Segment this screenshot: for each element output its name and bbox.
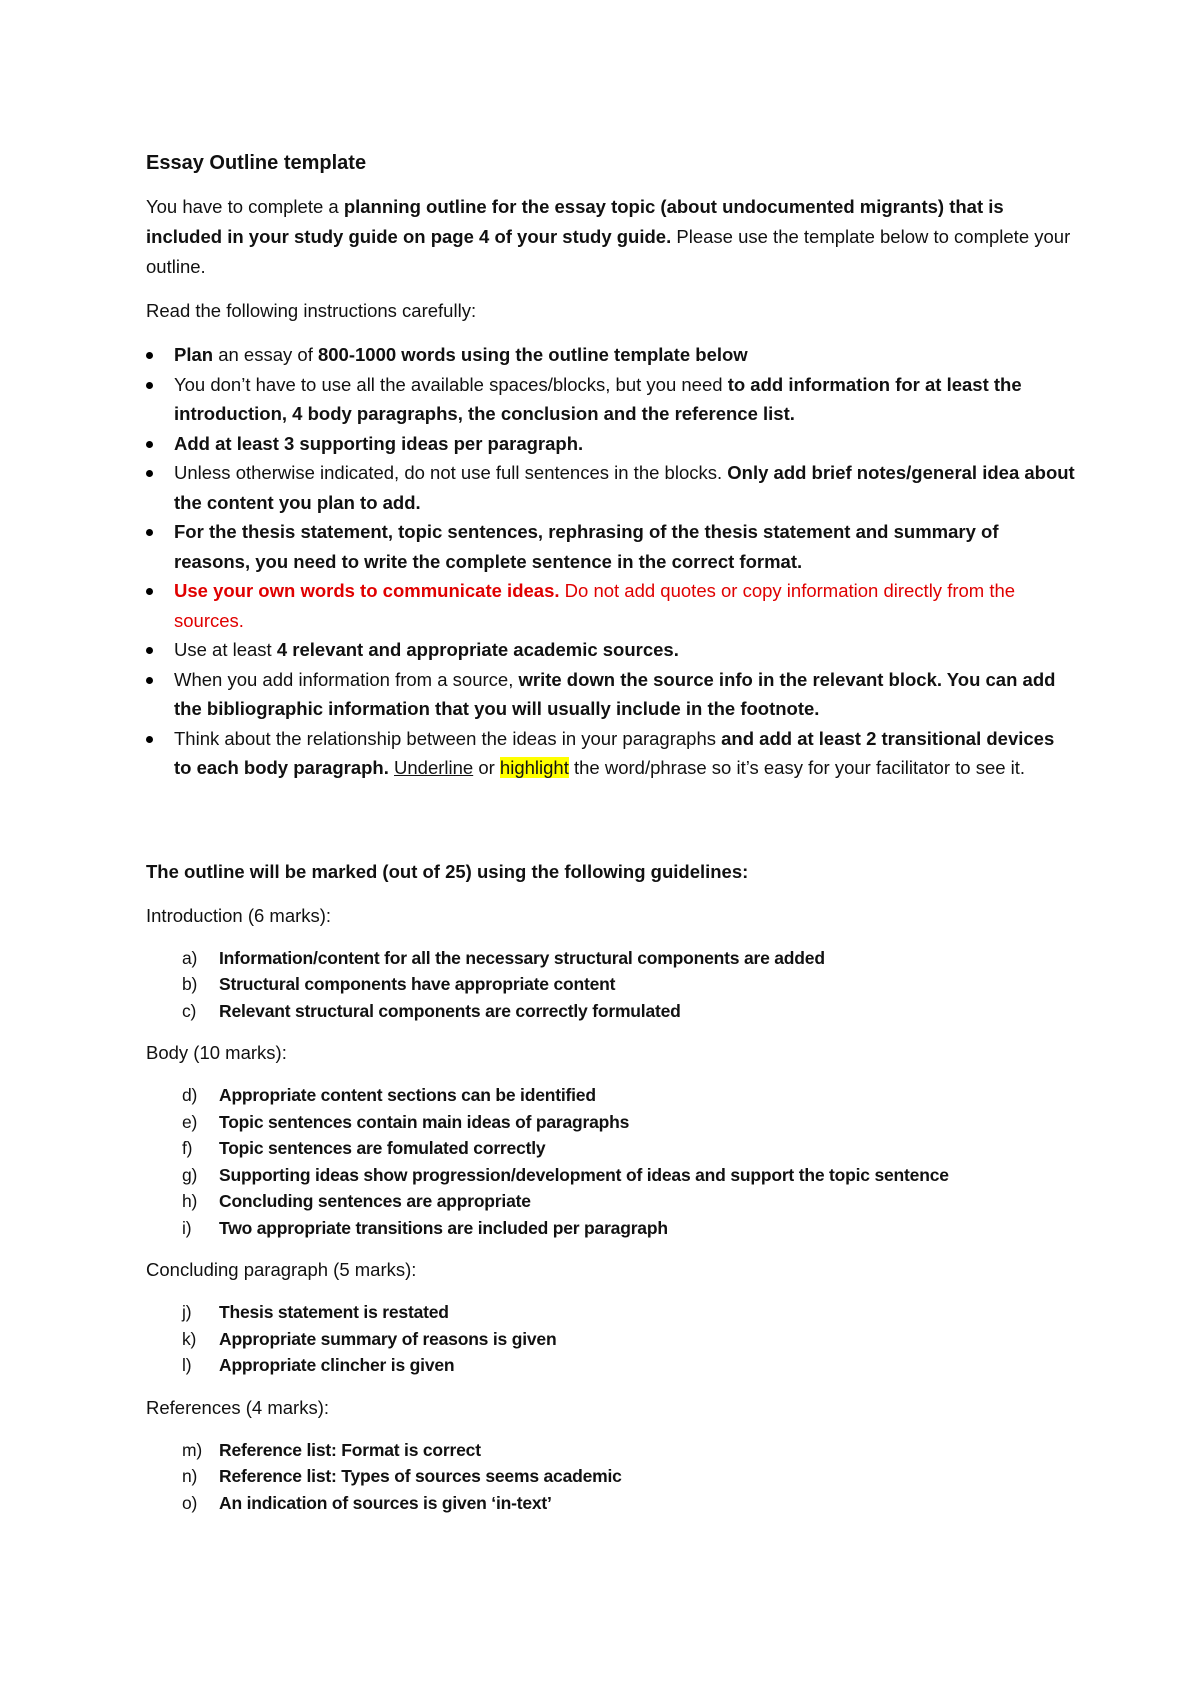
underline-example: Underline	[394, 757, 474, 778]
instruction-item	[146, 429, 1076, 459]
instruction-text: Think about the relationship between the ideas in your paragraphs	[174, 727, 722, 749]
criterion-letter: f)	[182, 1138, 193, 1158]
instruction-item	[146, 517, 1076, 576]
criterion-item	[146, 971, 1076, 998]
criterion-text: Thesis statement is restated	[219, 1302, 449, 1322]
criterion-text: Topic sentences contain main ideas of paragraphs	[219, 1111, 630, 1132]
instruction-text: Only add brief notes/general idea about the content you plan to add.	[174, 462, 1075, 513]
instruction-text: an essay of	[213, 344, 318, 365]
criterion-text: Appropriate content sections can be identified	[219, 1085, 596, 1105]
bullet-icon	[146, 441, 153, 448]
intro-paragraph	[146, 192, 1076, 282]
criterion-item	[146, 1326, 1076, 1353]
instruction-item	[146, 724, 1076, 783]
bullet-icon	[146, 352, 153, 359]
instruction-text: write down the source info in the relevant block. You can add the bibliographic information that you will usually include in the footnote.	[174, 668, 1056, 719]
marking-guidelines-heading: The outline will be marked (out of 25) using the following guidelines:	[146, 860, 749, 882]
criterion-letter: b)	[182, 974, 198, 994]
criterion-text: Appropriate summary of reasons is given	[219, 1328, 557, 1349]
criterion-letter: a)	[182, 947, 198, 968]
instruction-text-red: Do not add quotes or copy information directly from the sources.	[174, 580, 1016, 631]
criterion-letter: c)	[182, 1000, 197, 1021]
intro-text-1: You have to complete a	[146, 196, 344, 217]
section-heading-concluding: Concluding paragraph (5 marks):	[146, 1259, 417, 1280]
criteria-list-concluding	[146, 1299, 1076, 1379]
instruction-text: to add information for at least the introduction, 4 body paragraphs, the conclusion and the reference list.	[174, 373, 1022, 424]
instruction-item	[146, 665, 1076, 724]
criterion-item	[146, 1299, 1076, 1326]
instruction-text: the word/phrase so it’s easy for your facilitator to see it.	[568, 757, 1026, 778]
criterion-item	[146, 1135, 1076, 1162]
criterion-letter: e)	[182, 1111, 198, 1132]
criteria-list-introduction	[146, 945, 1076, 1025]
instruction-text: 4 relevant and appropriate academic sources.	[276, 639, 679, 660]
bullet-icon	[146, 529, 153, 536]
bullet-icon	[146, 382, 153, 389]
instruction-text-red: Use your own words to communicate ideas.	[174, 580, 560, 601]
bullet-icon	[146, 470, 153, 477]
criterion-text: Two appropriate transitions are included per paragraph	[219, 1217, 668, 1238]
criterion-item	[146, 1188, 1076, 1215]
section-heading-introduction: Introduction (6 marks):	[146, 904, 332, 926]
criterion-item	[146, 1082, 1076, 1109]
section-heading-body: Body (10 marks):	[146, 1042, 287, 1063]
criterion-text: Topic sentences are fomulated correctly	[219, 1138, 546, 1158]
intro-text-2: Please use the template below to complete your outline.	[146, 226, 1071, 277]
criterion-letter: j)	[182, 1302, 192, 1322]
instruction-item	[146, 458, 1076, 517]
criterion-letter: g)	[182, 1164, 198, 1185]
highlight-example: highlight	[499, 757, 569, 778]
criterion-letter: k)	[182, 1328, 197, 1349]
criterion-item	[146, 1490, 1076, 1517]
criterion-letter: d)	[182, 1085, 198, 1105]
criterion-item	[146, 1463, 1076, 1490]
criterion-item	[146, 998, 1076, 1025]
criterion-text: Supporting ideas show progression/development of ideas and support the topic sentence	[219, 1164, 949, 1185]
section-heading-references: References (4 marks):	[146, 1396, 329, 1418]
instruction-text: 800-1000 words using the outline template below	[317, 344, 748, 365]
criterion-letter: l)	[182, 1355, 192, 1375]
criterion-text: Appropriate clincher is given	[219, 1355, 455, 1375]
criteria-list-body	[146, 1082, 1076, 1241]
instruction-item	[146, 576, 1076, 635]
criterion-item	[146, 1109, 1076, 1136]
criterion-letter: o)	[182, 1492, 198, 1513]
instruction-text: When you add information from a source,	[174, 668, 519, 690]
instruction-item	[146, 635, 1076, 665]
criterion-text: Structural components have appropriate content	[219, 974, 616, 994]
criterion-item	[146, 945, 1076, 972]
instruction-list	[146, 340, 1076, 783]
bullet-icon	[146, 736, 153, 743]
criterion-item	[146, 1162, 1076, 1189]
bullet-icon	[146, 588, 153, 595]
instruction-text: or	[473, 757, 500, 778]
bullet-icon	[146, 677, 153, 684]
instruction-item	[146, 370, 1076, 429]
instruction-text: Add at least 3 supporting ideas per paragraph.	[174, 432, 584, 454]
criteria-list-references	[146, 1437, 1076, 1517]
criterion-text: An indication of sources is given ‘in-text’	[219, 1492, 552, 1513]
intro-bold-text: planning outline for the essay topic (about undocumented migrants) that is included in your study guide on page 4 of your study guide.	[146, 196, 1004, 247]
instruction-text: Use at least	[174, 639, 277, 660]
instruction-text: Unless otherwise indicated, do not use full sentences in the blocks.	[174, 462, 728, 483]
instruction-text: Plan	[174, 344, 214, 365]
criterion-item	[146, 1437, 1076, 1464]
criterion-text: Information/content for all the necessary structural components are added	[219, 947, 825, 968]
criterion-letter: n)	[182, 1466, 198, 1486]
criterion-letter: m)	[182, 1439, 203, 1460]
criterion-letter: h)	[182, 1191, 198, 1211]
document-title: Essay Outline template	[146, 152, 367, 174]
criterion-letter: i)	[182, 1217, 192, 1238]
document-content	[146, 148, 1076, 1530]
instruction-text: For the thesis statement, topic sentences, rephrasing of the thesis statement and summary of reasons, you need to write the complete sentence in the correct format.	[174, 521, 999, 572]
criterion-text: Reference list: Types of sources seems academic	[219, 1466, 622, 1486]
instruction-item	[146, 340, 1076, 370]
criterion-item	[146, 1215, 1076, 1242]
criterion-text: Relevant structural components are correctly formulated	[219, 1000, 681, 1021]
instruction-text: You don’t have to use all the available spaces/blocks, but you need	[174, 373, 728, 395]
bullet-icon	[146, 647, 153, 654]
criterion-item	[146, 1352, 1076, 1379]
criterion-text: Reference list: Format is correct	[219, 1439, 481, 1460]
criterion-text: Concluding sentences are appropriate	[219, 1191, 531, 1211]
read-instructions-line: Read the following instructions carefully:	[146, 300, 477, 321]
instruction-text: and add at least 2 transitional devices to each body paragraph.	[174, 727, 1055, 778]
